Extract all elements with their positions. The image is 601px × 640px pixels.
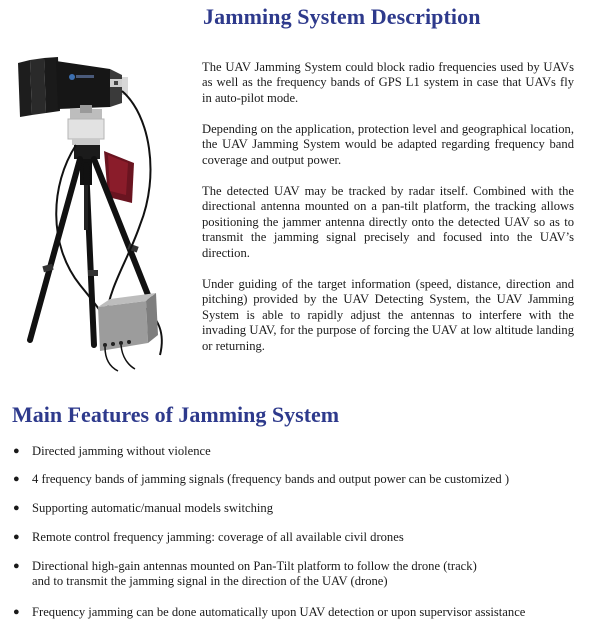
bullet-icon: ● bbox=[13, 606, 20, 618]
bullet-icon: ● bbox=[13, 445, 20, 457]
bullet-icon: ● bbox=[13, 560, 20, 572]
bullet-icon: ● bbox=[13, 473, 20, 485]
bullet-icon: ● bbox=[13, 531, 20, 543]
description-paragraph: The detected UAV may be tracked by radar itself. Combined with the directional antenna mounted on a pan-tilt platform, the tracking allows positioning the jammer antenna directly onto the detected UAV so as to transmit the jamming signal precisely and focused into the UAV’s direction. bbox=[202, 184, 574, 260]
feature-text: Directed jamming without violence bbox=[32, 444, 211, 458]
bullet-icon: ● bbox=[13, 502, 20, 514]
feature-text: Directional high-gain antennas mounted on Pan-Tilt platform to follow the drone (track) bbox=[32, 559, 477, 573]
description-paragraph: Under guiding of the target information (speed, distance, direction and pitching) provided by the UAV Detecting System, the UAV Jamming System is able to rapidly adjust the antennas to interfere with the invading UAV, for the purpose of forcing the UAV at low altitude landing or returning. bbox=[202, 277, 574, 353]
description-paragraph: The UAV Jamming System could block radio frequencies used by UAVs as well as the frequency bands of GPS L1 system in case that UAVs fly in auto-pilot mode. bbox=[202, 60, 574, 105]
description-paragraph: Depending on the application, protection level and geographical location, the UAV Jamming System would be adapted regarding frequency band coverage and output power. bbox=[202, 122, 574, 167]
feature-text: Remote control frequency jamming: coverage of all available civil drones bbox=[32, 530, 404, 544]
feature-text: Frequency jamming can be done automatically upon UAV detection or upon supervisor assistance bbox=[32, 605, 526, 619]
feature-text: Supporting automatic/manual models switching bbox=[32, 501, 273, 515]
feature-text: 4 frequency bands of jamming signals (frequency bands and output power can be customized ) bbox=[32, 472, 510, 486]
feature-text-continued: and to transmit the jamming signal in the direction of the UAV (drone) bbox=[32, 574, 388, 588]
jamming-device-illustration bbox=[10, 55, 185, 375]
description-title: Jamming System Description bbox=[203, 4, 481, 29]
features-title: Main Features of Jamming System bbox=[12, 402, 340, 427]
